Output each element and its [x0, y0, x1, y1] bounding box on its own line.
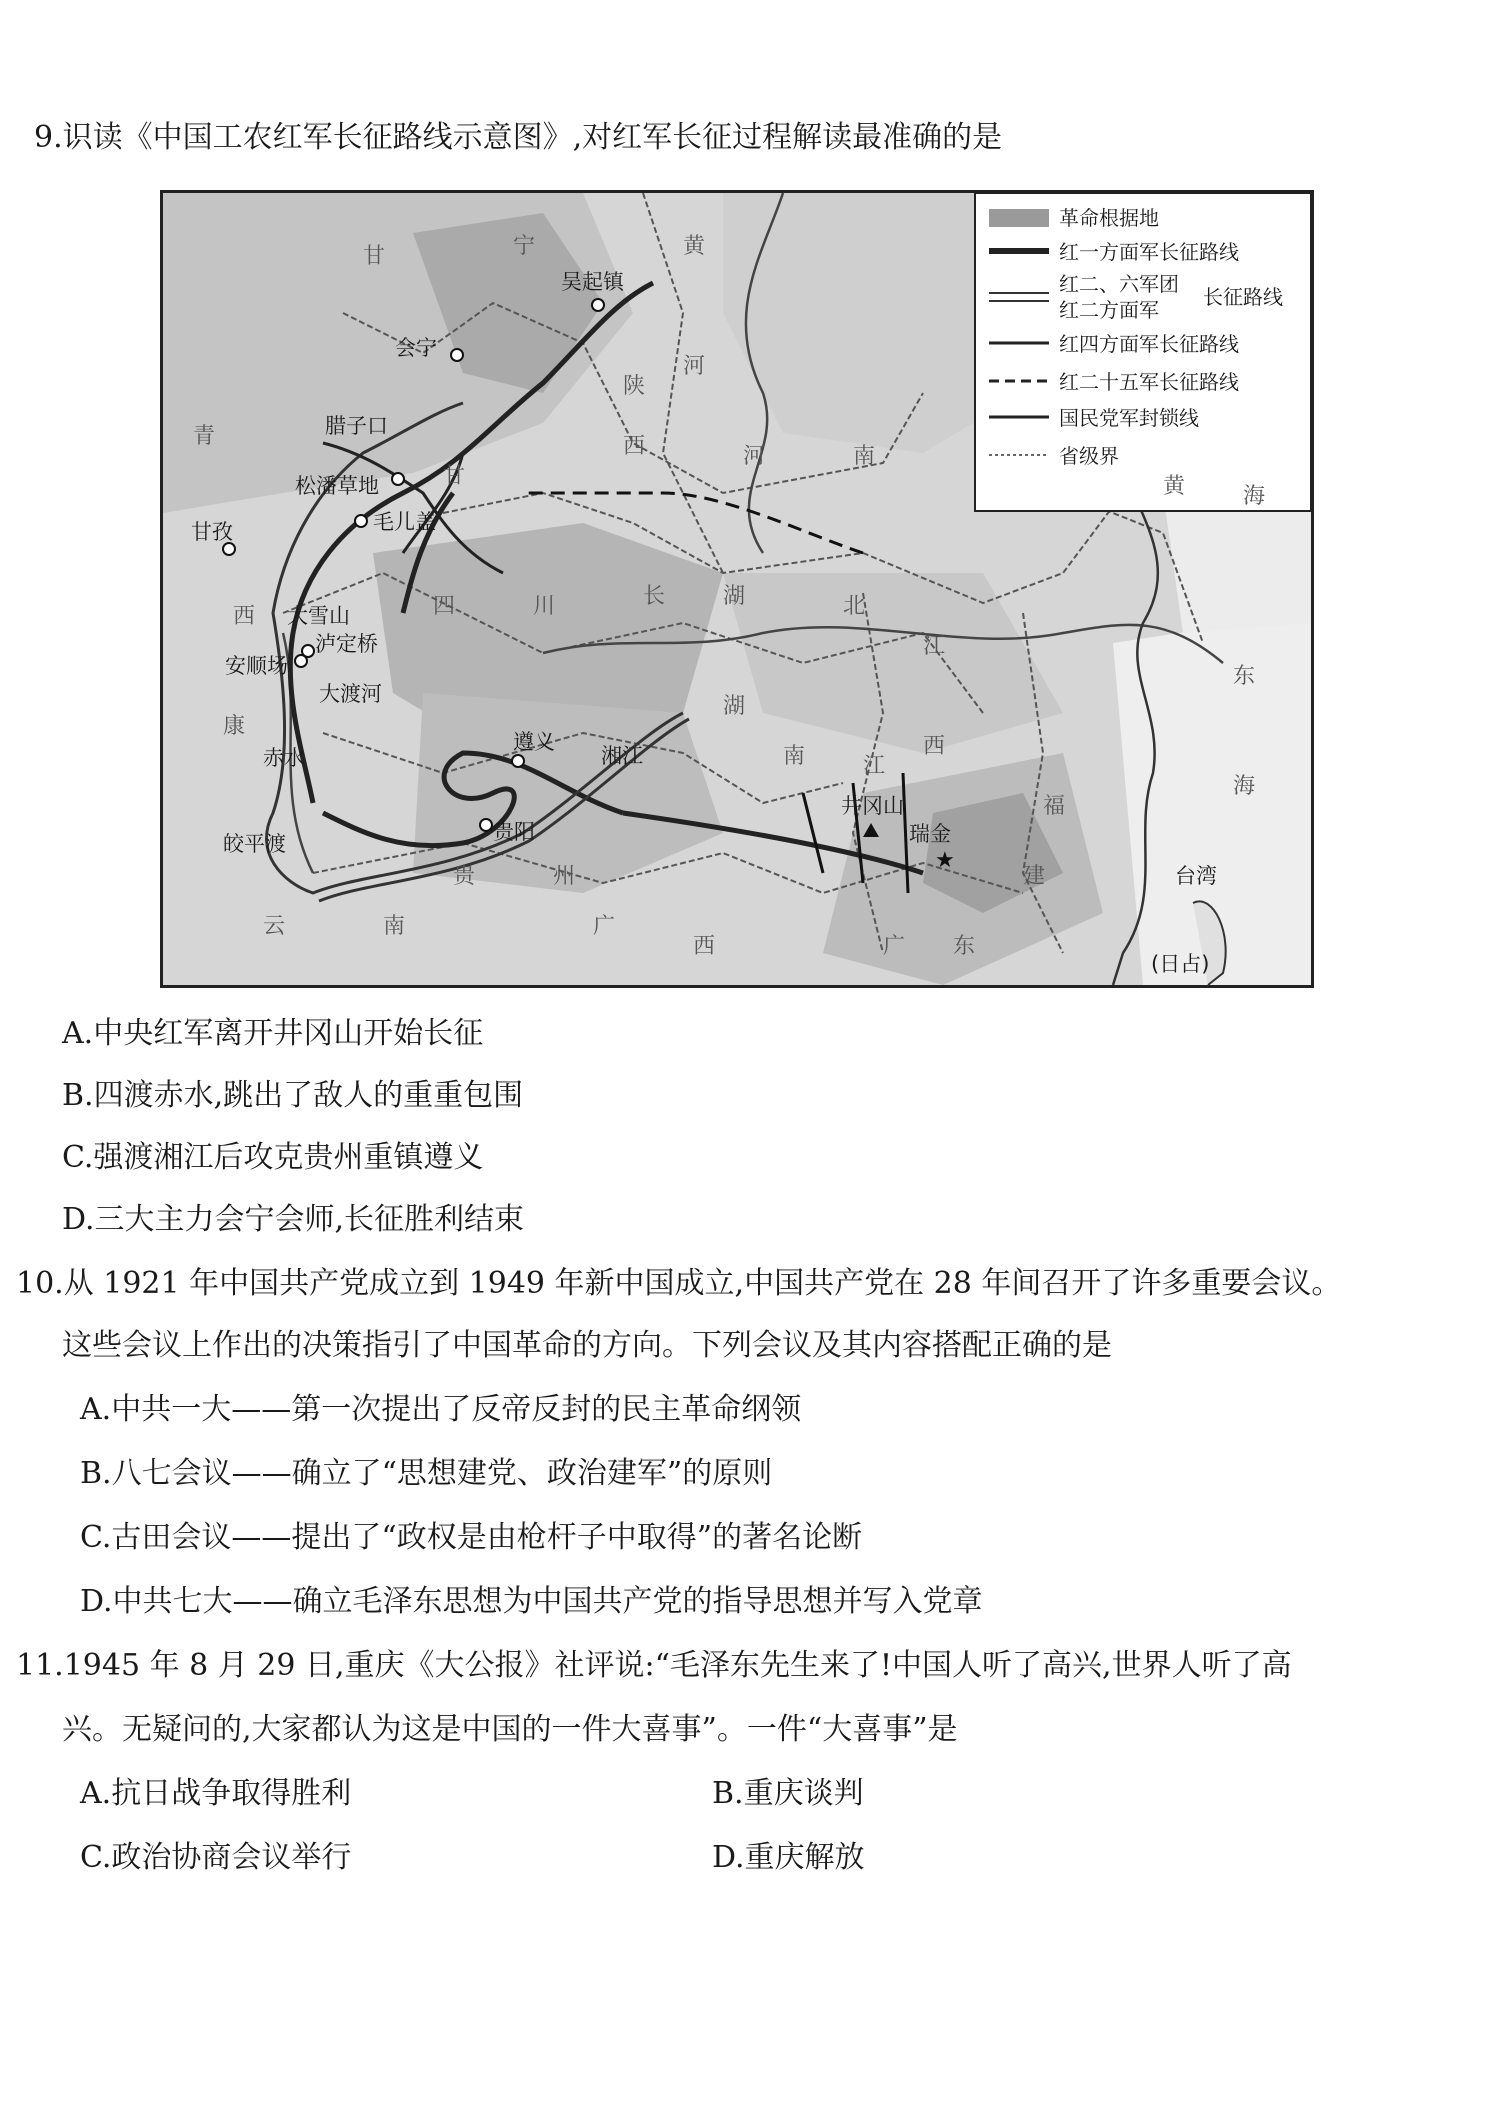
label-maoergai: 毛儿盖 — [373, 510, 436, 534]
label-taiwan: 台湾 — [1175, 864, 1217, 888]
legend-route4: 红四方面军长征路线 — [1059, 332, 1239, 356]
label-luding: 泸定桥 — [315, 632, 378, 656]
prov-hu2: 湖 — [723, 694, 746, 719]
q11-option-c: C.政治协商会议举行 — [80, 1840, 352, 1875]
prov-xi1: 西 — [623, 434, 646, 459]
legend-route2a: 红二、六军团 — [1059, 272, 1179, 296]
prov-fu: 福 — [1043, 794, 1066, 819]
prov-qing: 青 — [193, 424, 216, 449]
q9-option-a: A.中央红军离开井冈山开始长征 — [62, 1016, 484, 1051]
sea-dong: 东 — [1233, 664, 1256, 689]
prov-he2: 河 — [743, 444, 766, 469]
prov-chuan: 川 — [533, 594, 556, 619]
label-guiyang: 贵阳 — [493, 820, 535, 844]
label-dadushan: 大雪山 — [287, 604, 350, 628]
prov-xi2: 西 — [233, 604, 256, 629]
q11-stem-line2: 兴。无疑问的,大家都认为这是中国的一件大喜事”。一件“大喜事”是 — [62, 1712, 958, 1747]
prov-nan2: 南 — [783, 744, 806, 769]
q10-option-b: B.八七会议——确立了“思想建党、政治建军”的原则 — [80, 1456, 773, 1491]
legend-route1: 红一方面军长征路线 — [1059, 240, 1239, 264]
label-huining: 会宁 — [395, 336, 437, 360]
label-wuqizhen: 吴起镇 — [561, 270, 624, 294]
legend-route25: 红二十五军长征路线 — [1059, 370, 1239, 394]
legend-route2b: 红二方面军 — [1059, 298, 1159, 322]
label-lazikou: 腊子口 — [325, 414, 388, 438]
q11-option-b: B.重庆谈判 — [712, 1776, 864, 1811]
sea-hai2: 海 — [1233, 774, 1256, 799]
label-ruijin: 瑞金 — [909, 822, 951, 846]
prov-ning: 宁 — [513, 234, 536, 259]
prov-gan2: 甘 — [443, 464, 466, 489]
sea-huang: 黄 — [1163, 474, 1186, 499]
q10-stem-line1: 10.从 1921 年中国共产党成立到 1949 年新中国成立,中国共产党在 28 年间召开了许多重要会议。 — [16, 1266, 1342, 1301]
prov-gan1: 甘 — [363, 244, 386, 269]
ruijin-star-icon: ★ — [935, 848, 955, 873]
q9-option-c: C.强渡湘江后攻克贵州重镇遵义 — [62, 1140, 484, 1175]
prov-he1: 河 — [683, 354, 706, 379]
map-legend — [975, 193, 1311, 511]
label-rizhan: (日占) — [1151, 952, 1210, 976]
prov-kang: 康 — [223, 714, 246, 739]
prov-xi4: 西 — [693, 934, 716, 959]
label-chishui: 赤水 — [263, 746, 305, 770]
prov-guang2: 广 — [593, 914, 616, 939]
q10-option-a: A.中共一大——第一次提出了反帝反封的民主革命纲领 — [80, 1392, 802, 1427]
q10-option-d: D.中共七大——确立毛泽东思想为中国共产党的指导思想并写入党章 — [80, 1584, 983, 1619]
q11-option-a: A.抗日战争取得胜利 — [80, 1776, 352, 1811]
q9-option-b: B.四渡赤水,跳出了敌人的重重包围 — [62, 1078, 524, 1113]
label-xiang: 湘江 — [601, 744, 643, 768]
map-svg — [163, 193, 1311, 985]
label-zunyi: 遵义 — [513, 730, 555, 754]
prov-zhou: 州 — [553, 864, 576, 889]
q11-option-d: D.重庆解放 — [712, 1840, 865, 1875]
prov-si: 四 — [433, 594, 456, 619]
prov-xi3: 西 — [923, 734, 946, 759]
prov-gui: 贵 — [453, 864, 476, 889]
legend-blockade: 国民党军封锁线 — [1059, 406, 1199, 430]
prov-jian: 建 — [1023, 864, 1046, 889]
prov-huang: 黄 — [683, 234, 706, 259]
label-jinggangshan: 井冈山 — [841, 794, 904, 818]
q9-stem: 9.识读《中国工农红军长征路线示意图》,对红军长征过程解读最准确的是 — [34, 120, 1003, 155]
prov-yun: 云 — [263, 914, 286, 939]
label-anshunchang: 安顺场 — [225, 654, 288, 678]
prov-chang: 长 — [643, 584, 666, 609]
prov-guang1: 广 — [883, 934, 906, 959]
prov-jiang1: 江 — [923, 634, 946, 659]
q11-stem-line1: 11.1945 年 8 月 29 日,重庆《大公报》社评说:“毛泽东先生来了!中国人听了高兴,世界人听了高 — [16, 1648, 1292, 1683]
label-daduhe: 大渡河 — [319, 682, 382, 706]
prov-shan: 陕 — [623, 374, 646, 399]
legend-base: 革命根据地 — [1059, 206, 1159, 230]
q10-option-c: C.古田会议——提出了“政权是由枪杆子中取得”的著名论断 — [80, 1520, 863, 1555]
label-ganzi: 甘孜 — [191, 520, 233, 544]
label-jiaopingdu: 皎平渡 — [223, 832, 286, 856]
q10-stem-line2: 这些会议上作出的决策指引了中国革命的方向。下列会议及其内容搭配正确的是 — [62, 1328, 1112, 1363]
prov-hu1: 湖 — [723, 584, 746, 609]
prov-bei: 北 — [843, 594, 866, 619]
sea-hai1: 海 — [1243, 484, 1266, 509]
prov-nan3: 南 — [383, 914, 406, 939]
prov-jiang2: 江 — [863, 754, 886, 779]
prov-dong1: 东 — [953, 934, 976, 959]
long-march-map — [160, 190, 1314, 988]
label-caodi: 松潘草地 — [295, 474, 379, 498]
q9-option-d: D.三大主力会宁会师,长征胜利结束 — [62, 1202, 525, 1237]
prov-nan1: 南 — [853, 444, 876, 469]
legend-border: 省级界 — [1059, 444, 1119, 468]
legend-route2c: 长征路线 — [1203, 285, 1283, 309]
